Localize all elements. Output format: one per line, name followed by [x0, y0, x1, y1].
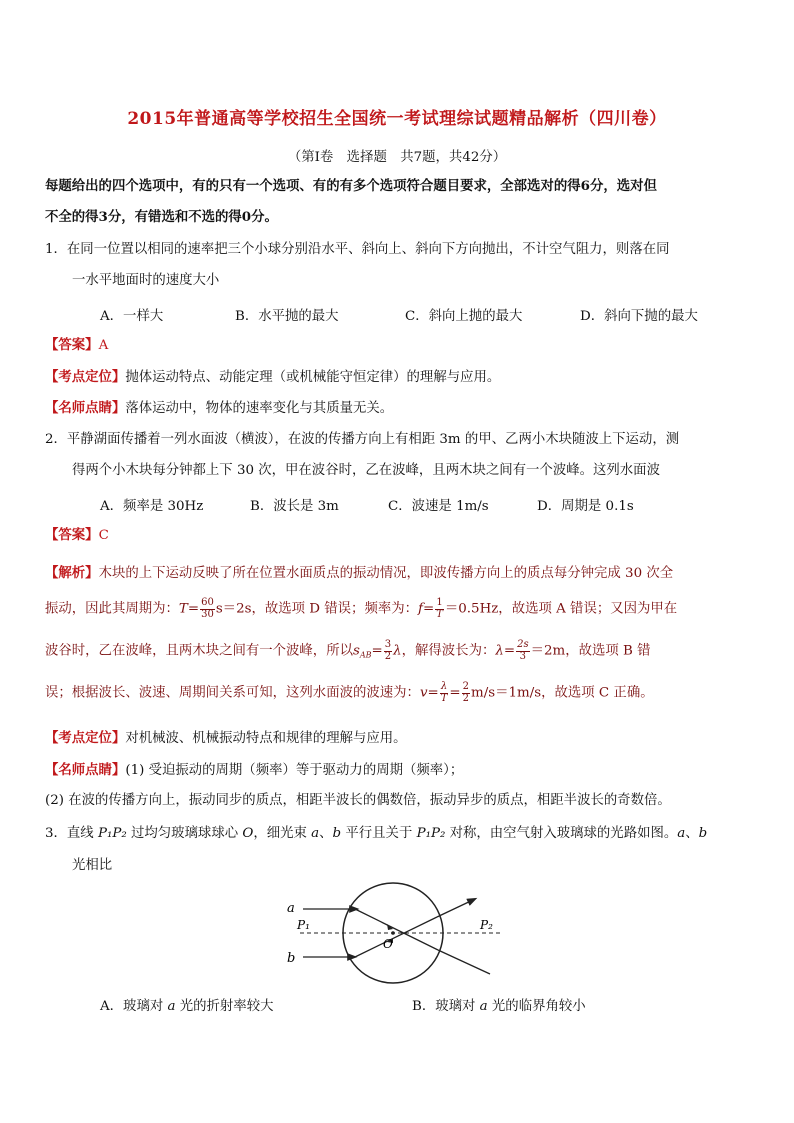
answer-tag: 【答案】 [45, 527, 99, 543]
q1-point [45, 369, 500, 386]
instructions-line-1: 每题给出的四个选项中，有的只有一个选项、有的有多个选项符合题目要求，全部选对的得6分，选对但 [45, 178, 657, 194]
center-o-dot [391, 931, 395, 935]
point-text: 抛体运动特点、动能定理（或机械能守恒定律）的理解与应用。 [125, 370, 501, 385]
answer-value: A [98, 338, 109, 353]
analysis-text: ＝2m，故选项 B 错 [530, 643, 651, 659]
instructions-line-2: 不全的得3分，有错选和不选的得0分。 [45, 209, 278, 225]
math-var: P₁P₂ [416, 826, 446, 841]
math-op: = [427, 685, 439, 701]
answer-value: C [98, 528, 109, 543]
q3-option-a: A．玻璃对 a 光的折射率较大 [100, 999, 274, 1014]
label-a: a [287, 901, 295, 916]
q2-tip-line-2: (2) 在波的传播方向上，振动同步的质点，相距半波长的偶数倍，振动异步的质点，相距半波长的奇数倍。 [45, 793, 671, 808]
ray-b-inside [355, 917, 437, 957]
math-op: = [371, 643, 383, 659]
analysis-tag: 【解析】 [45, 565, 99, 581]
math-var: v [419, 685, 428, 701]
q1-option-c: C．斜向上抛的最大 [405, 309, 523, 324]
q1-option-a: A．一样大 [100, 309, 164, 324]
tip-tag: 【名师点睛】 [45, 400, 126, 416]
analysis-text: ＝0.5Hz，故选项 A 错误；又因为甲在 [444, 601, 678, 617]
fraction: $\frac{2}{2}$ [462, 681, 470, 704]
fraction: $\frac{60}{30}$ [201, 597, 214, 620]
optics-diagram [285, 880, 525, 990]
q2-option-a: A．频率是 30Hz [100, 499, 204, 514]
math-var: λ [393, 643, 402, 659]
analysis-text: 波谷时，乙在波峰，且两木块之间有一个波峰，所以 [45, 643, 353, 659]
q3-stem-line-1: 3．直线 P₁P₂ 过均匀玻璃球球心 O，细光束 a、b 平行且关于 P₁P₂ 对称，由空气射入玻璃球的光路如图。a、b [45, 826, 708, 841]
point-tag: 【考点定位】 [45, 730, 126, 746]
q2-option-d: D．周期是 0.1s [537, 499, 634, 514]
q2-point [45, 730, 407, 747]
math-sub: AB [359, 650, 372, 660]
q2-analysis-line-4 [45, 682, 654, 704]
q2-stem-line-1: 2．平静湖面传播着一列水面波（横波），在波的传播方向上有相距 3m 的甲、乙两小木块随波上下运动，测 [45, 432, 680, 447]
q1-tip [45, 400, 393, 417]
q2-tip [45, 762, 463, 779]
q2-analysis-line-2 [45, 598, 677, 620]
math-op: = [187, 601, 200, 617]
analysis-text: 振动，因此其周期为： [45, 601, 179, 617]
math-var: s [352, 643, 360, 659]
page-title: 2015年普通高等学校招生全国统一考试理综试题精品解析（四川卷） [127, 109, 667, 129]
math-var: P₁P₂ [97, 826, 127, 841]
q1-option-b: B．水平抛的最大 [235, 309, 339, 324]
q3-option-b: B．玻璃对 a 光的临界角较小 [412, 999, 586, 1014]
q2-analysis-line-3 [45, 640, 651, 662]
q2-option-b: B．波长是 3m [250, 499, 339, 514]
section-subtitle: （第Ⅰ卷 选择题 共7题，共42分） [287, 150, 507, 165]
q1-answer [45, 337, 108, 354]
analysis-text: 木块的上下运动反映了所在位置水面质点的振动情况，即波传播方向上的质点每分钟完成 30 次全 [98, 566, 674, 581]
fraction: $\frac{1}{T}$ [436, 597, 443, 620]
point-text: 对机械波、机械振动特点和规律的理解与应用。 [125, 731, 407, 746]
ray-a-inside [355, 909, 438, 950]
q2-stem-line-2: 得两个小木块每分钟都上下 30 次，甲在波谷时，乙在波峰，且两木块之间有一个波峰。这列水面波 [72, 463, 660, 478]
tip-text: 落体运动中，物体的速率变化与其质量无关。 [125, 401, 394, 416]
label-p2: P₂ [480, 918, 493, 932]
analysis-text: s＝2s，故选项 D 错误；频率为： [215, 601, 419, 617]
math-var: b [698, 826, 708, 841]
math-var: O [242, 826, 254, 841]
q2-answer [45, 527, 109, 544]
math-var: a [311, 826, 320, 841]
math-op: = [503, 643, 516, 659]
analysis-text: ，解得波长为： [401, 643, 496, 659]
label-o: O [383, 937, 393, 951]
math-var: T [178, 601, 188, 617]
math-op: = [422, 601, 435, 617]
math-var: λ [495, 643, 504, 659]
label-p1: P₁ [297, 918, 310, 932]
tip-text: (1) 受迫振动的周期（频率）等于驱动力的周期（频率）； [125, 763, 464, 778]
ray-a-exit [438, 950, 490, 974]
q1-stem-line-2: 一水平地面时的速度大小 [72, 273, 220, 288]
label-b: b [287, 951, 296, 966]
q1-stem-line-1: 1．在同一位置以相同的速率把三个小球分别沿水平、斜向上、斜向下方向抛出，不计空气阻力，则落在同 [45, 242, 670, 257]
q2-analysis-line-1 [45, 565, 673, 582]
point-tag: 【考点定位】 [45, 369, 126, 385]
math-var: a [677, 826, 686, 841]
fraction: $\frac{2s}{3}$ [517, 639, 529, 662]
answer-tag: 【答案】 [45, 337, 99, 353]
analysis-text: 误；根据波长、波速、周期间关系可知，这列水面波的波速为： [45, 685, 420, 701]
math-var: b [332, 826, 342, 841]
q1-option-d: D．斜向下抛的最大 [580, 309, 698, 324]
analysis-text: m/s＝1m/s，故选项 C 正确。 [471, 685, 654, 701]
ray-b-exit [437, 899, 475, 917]
math-var: f [418, 601, 423, 617]
math-op: = [449, 685, 461, 701]
fraction: $\frac{3}{2}$ [384, 639, 392, 662]
q3-stem-line-2: 光相比 [72, 858, 113, 873]
q2-option-c: C．波速是 1m/s [388, 499, 489, 514]
tip-tag: 【名师点睛】 [45, 762, 126, 778]
fraction: $\frac{\lambda}{T}$ [440, 681, 448, 704]
